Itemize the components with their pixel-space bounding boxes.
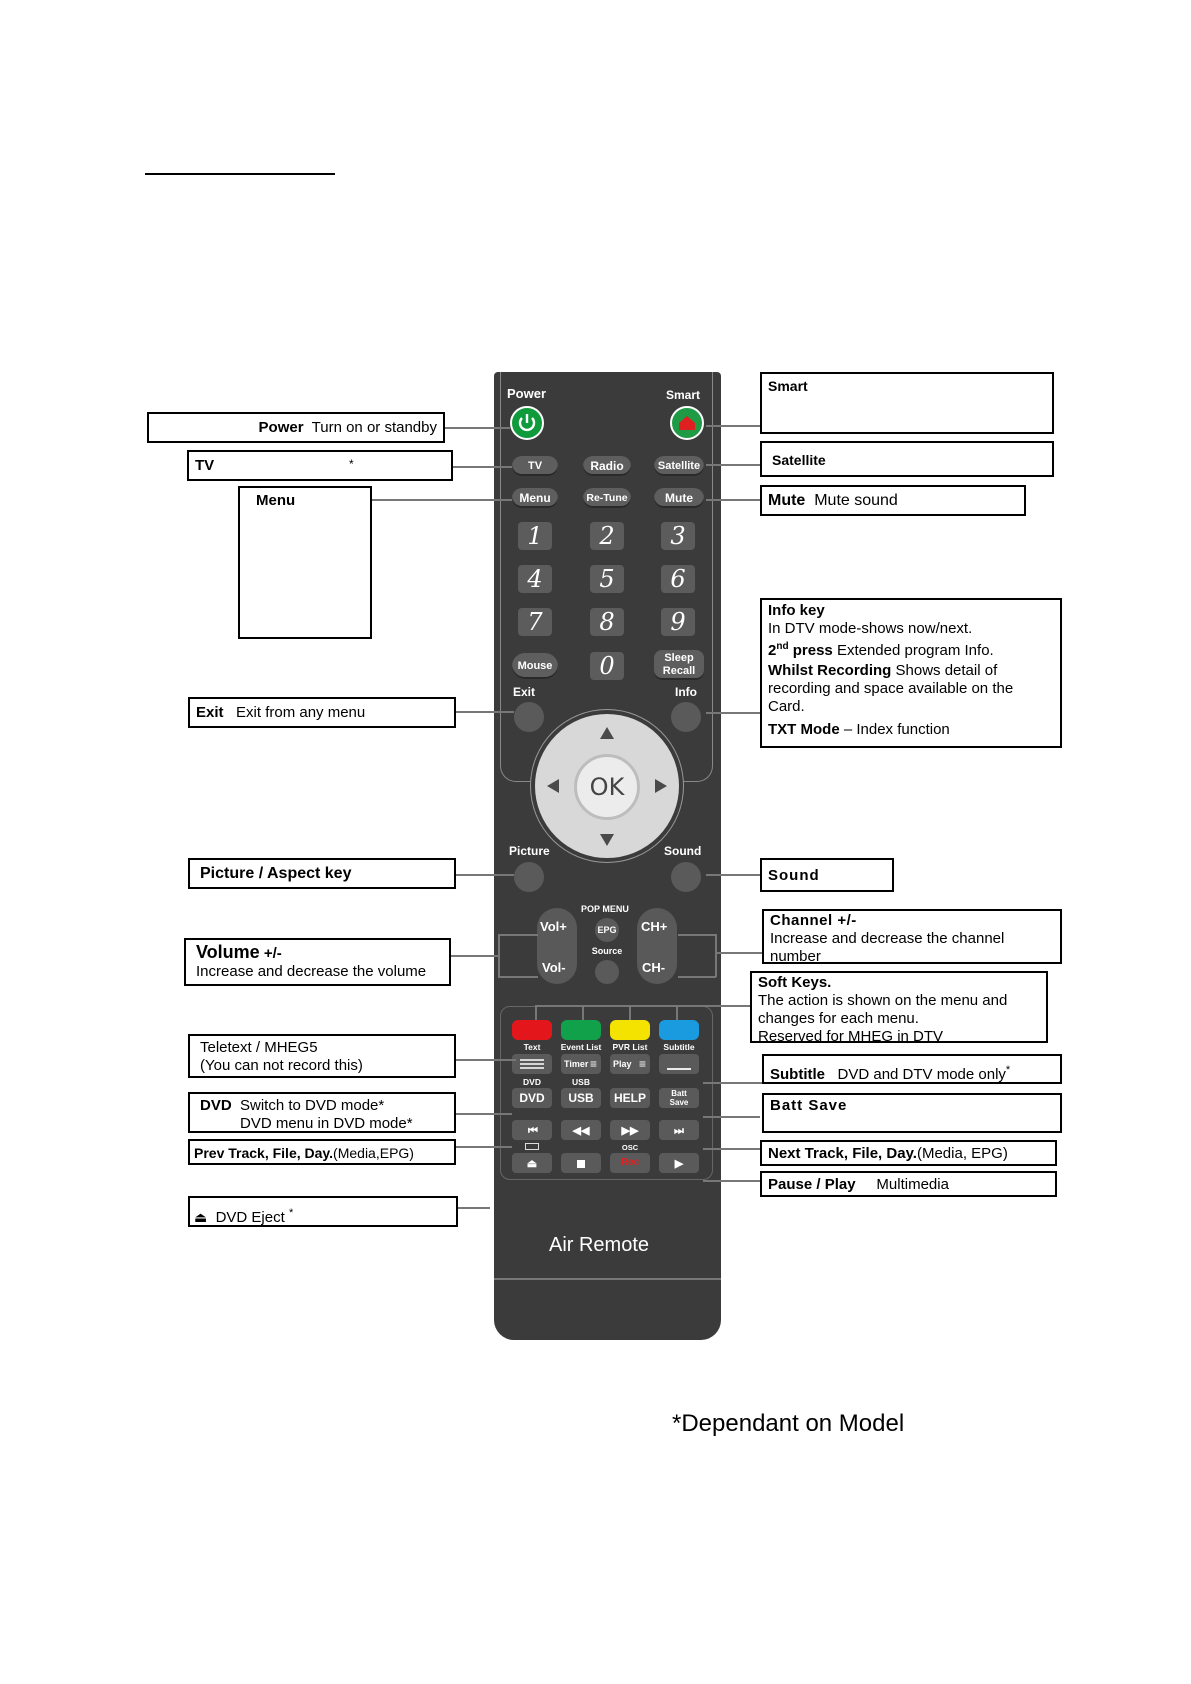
source-label: Source <box>591 946 623 956</box>
callout-subtitle <box>762 1054 1062 1084</box>
callout-eject <box>188 1196 458 1227</box>
dvd-button[interactable]: DVD <box>512 1088 552 1108</box>
leader-satellite <box>706 464 760 466</box>
mute-button[interactable]: Mute <box>654 488 704 508</box>
callout-volume-title: Volume <box>196 942 260 962</box>
callout-info-txt: TXT Mode <box>768 721 840 738</box>
green-button[interactable] <box>561 1020 601 1040</box>
callout-sound <box>760 858 894 892</box>
leader-softkeys-green <box>582 1005 584 1020</box>
callout-info-press: press <box>792 642 833 659</box>
callout-info-whilst: Whilst Recording <box>768 662 892 679</box>
batt-label: Batt <box>671 1089 687 1098</box>
callout-volume <box>184 938 451 986</box>
epg-label: EPG <box>597 925 617 935</box>
prev-track-button[interactable] <box>512 1120 552 1140</box>
remote-bottom-divider <box>494 1278 721 1280</box>
callout-info-txt-desc: – Index function <box>843 721 950 738</box>
fast-forward-icon: ▶▶ <box>621 1125 639 1137</box>
callout-info-2nd: 2 <box>768 642 777 659</box>
callout-batt-save <box>762 1093 1062 1133</box>
callout-power <box>147 412 445 443</box>
leader-subtitle <box>703 1082 763 1084</box>
callout-info-line1: In DTV mode-shows now/next. <box>768 620 973 637</box>
callout-dvd-title: DVD <box>200 1097 232 1114</box>
blue-button[interactable] <box>659 1020 699 1040</box>
callout-picture-title: Picture / Aspect key <box>200 865 352 882</box>
leader-power <box>445 427 510 429</box>
callout-pause-play <box>760 1171 1057 1197</box>
callout-tv <box>187 450 453 481</box>
eject-icon: ⏏ <box>194 1209 208 1225</box>
text-button[interactable] <box>512 1054 552 1074</box>
vol-minus-label: Vol- <box>542 960 566 975</box>
callout-picture <box>188 858 456 889</box>
up-arrow-icon[interactable] <box>600 727 614 739</box>
smart-button[interactable] <box>670 406 704 440</box>
callout-next-suffix: (Media, EPG) <box>916 1145 1008 1162</box>
leader-pause <box>703 1180 760 1182</box>
eject-icon: ⏏ <box>526 1158 538 1170</box>
power-label: Power <box>507 386 547 401</box>
sleep-label: Sleep <box>664 652 694 664</box>
callout-subtitle-star: * <box>1005 1064 1011 1076</box>
leader-batt <box>703 1116 760 1118</box>
callout-info-whilst-desc: Shows detail of <box>895 662 998 679</box>
callout-mute <box>760 485 1026 516</box>
callout-next-track <box>760 1140 1057 1166</box>
section-heading-underline <box>145 173 335 175</box>
help-button[interactable]: HELP <box>610 1088 650 1108</box>
ch-minus-label: CH- <box>642 960 666 975</box>
leader-channel <box>715 952 762 954</box>
usb-small-label: USB <box>572 1077 590 1087</box>
osc-label: OSC <box>621 1143 639 1152</box>
sleep-recall-button[interactable] <box>654 650 704 680</box>
next-track-button[interactable] <box>659 1120 699 1140</box>
callout-softkeys-line2: changes for each menu. <box>758 1010 919 1027</box>
callout-satellite-title: Satellite <box>772 452 826 468</box>
leader-volume-bottom <box>498 976 538 978</box>
callout-softkeys-line3: Reserved for MHEG in DTV <box>758 1028 944 1045</box>
digit-2-button[interactable]: 2 <box>590 522 624 550</box>
dvd-small-label: DVD <box>523 1077 541 1087</box>
callout-smart <box>760 372 1054 434</box>
callout-volume-pm: +/- <box>263 945 282 962</box>
rewind-icon: ◀◀ <box>572 1125 590 1137</box>
leader-dvd <box>454 1113 512 1115</box>
callout-info-line4: recording and space available on the <box>768 680 1014 697</box>
event-list-label: Event List <box>560 1042 602 1052</box>
teletext-lines-icon <box>512 1054 552 1074</box>
eject-button[interactable] <box>512 1153 552 1173</box>
home-icon <box>672 408 702 438</box>
callout-dvd-desc2: DVD menu in DVD mode* <box>240 1115 413 1132</box>
leader-channel-bracket <box>715 934 717 977</box>
digit-3-button[interactable]: 3 <box>661 522 695 550</box>
pvr-list-label: PVR List <box>612 1042 648 1052</box>
callout-info-line5: Card. <box>768 698 805 715</box>
remote-control-body <box>494 372 721 1340</box>
leader-softkeys-red <box>535 1005 537 1020</box>
leader-channel-top <box>678 934 716 936</box>
callout-channel-desc1: Increase and decrease the channel <box>770 930 1005 947</box>
play-pause-button[interactable] <box>659 1153 699 1173</box>
vol-plus-label: Vol+ <box>540 919 567 934</box>
exit-label: Exit <box>513 685 536 699</box>
callout-volume-desc: Increase and decrease the volume <box>196 963 427 980</box>
digit-6-button[interactable]: 6 <box>661 565 695 593</box>
leader-softkeys <box>535 1005 751 1007</box>
list-icon: ≡ <box>589 1057 597 1071</box>
digit-7-button[interactable]: 7 <box>518 608 552 636</box>
text-label: Text <box>523 1042 541 1052</box>
callout-eject-title: DVD Eject <box>215 1209 285 1226</box>
leader-eject <box>458 1207 490 1209</box>
callout-dvd <box>188 1092 456 1133</box>
leader-volume-top <box>498 934 538 936</box>
picture-label: Picture <box>509 844 550 858</box>
down-arrow-icon[interactable] <box>600 834 614 846</box>
callout-power-desc: Turn on or standby <box>311 419 437 436</box>
retune-button[interactable]: Re-Tune <box>583 488 631 508</box>
callout-prev-suffix: (Media,EPG) <box>333 1145 414 1161</box>
callout-info-nd: nd <box>776 641 789 652</box>
callout-info-press-desc: Extended program Info. <box>836 642 994 659</box>
skip-back-icon: ⏮ <box>528 1125 536 1137</box>
brand-label: Air Remote <box>548 1234 650 1256</box>
callout-prev-track <box>188 1139 456 1165</box>
fast-forward-button[interactable] <box>610 1120 650 1140</box>
callout-tv-star: * <box>349 457 354 471</box>
red-button[interactable] <box>512 1020 552 1040</box>
menu-button[interactable]: Menu <box>512 488 558 508</box>
leader-softkeys-blue <box>676 1005 678 1020</box>
info-button[interactable] <box>671 702 701 732</box>
leader-channel-bottom <box>678 976 716 978</box>
callout-tv-title: TV <box>195 457 215 474</box>
callout-sound-title: Sound <box>768 867 820 884</box>
satellite-button[interactable]: Satellite <box>654 456 704 476</box>
leader-info <box>706 712 760 714</box>
callout-batt-title: Batt Save <box>770 1097 848 1114</box>
leader-sound <box>706 874 760 876</box>
record-button[interactable]: Rec <box>610 1153 650 1173</box>
batt-save-button[interactable] <box>659 1088 699 1108</box>
callout-dvd-desc1: Switch to DVD mode* <box>240 1097 385 1114</box>
leader-exit <box>454 711 514 713</box>
stop-icon <box>577 1160 585 1168</box>
callout-mute-title: Mute <box>768 492 806 509</box>
play-label: Play <box>613 1059 632 1069</box>
callout-next-title: Next Track, File, Day. <box>768 1145 917 1162</box>
usb-button[interactable]: USB <box>561 1088 601 1108</box>
play-list-button[interactable] <box>610 1054 650 1074</box>
subtitle-button[interactable] <box>659 1054 699 1074</box>
tv-button[interactable]: TV <box>512 456 558 476</box>
callout-subtitle-title: Subtitle <box>770 1066 825 1083</box>
leader-softkeys-yellow <box>629 1005 631 1020</box>
play-icon: ▶ <box>674 1158 684 1170</box>
callout-channel-desc2: number <box>770 948 821 965</box>
list-icon: ≡ <box>638 1057 646 1071</box>
info-label: Info <box>675 685 697 699</box>
callout-eject-star: * <box>288 1207 294 1219</box>
keyboard-icon <box>525 1143 539 1150</box>
source-button[interactable] <box>595 960 619 984</box>
save-label: Save <box>669 1098 689 1107</box>
exit-button[interactable] <box>514 702 544 732</box>
callout-mute-desc: Mute sound <box>814 492 898 509</box>
digit-9-button[interactable]: 9 <box>661 608 695 636</box>
footnote: *Dependant on Model <box>672 1410 905 1437</box>
callout-menu-title: Menu <box>256 492 296 509</box>
skip-forward-icon: ⏭ <box>674 1125 684 1137</box>
rewind-button[interactable] <box>561 1120 601 1140</box>
leader-volume <box>448 955 498 957</box>
timer-label: Timer <box>564 1059 589 1069</box>
digit-5-button[interactable]: 5 <box>590 565 624 593</box>
digit-1-button[interactable]: 1 <box>518 522 552 550</box>
callout-power-title: Power <box>258 419 304 436</box>
leader-mute <box>706 499 760 501</box>
callout-subtitle-desc: DVD and DTV mode only <box>837 1066 1006 1083</box>
callout-pause-desc: Multimedia <box>876 1176 949 1193</box>
smart-label: Smart <box>666 388 701 402</box>
digit-4-button[interactable]: 4 <box>518 565 552 593</box>
callout-satellite <box>760 441 1054 477</box>
right-arrow-icon[interactable] <box>655 779 667 793</box>
recall-label: Recall <box>662 665 696 677</box>
leader-volume-bracket <box>498 934 500 977</box>
ch-plus-label: CH+ <box>641 919 668 934</box>
callout-teletext-line2: (You can not record this) <box>200 1057 363 1074</box>
digit-8-button[interactable]: 8 <box>590 608 624 636</box>
leader-teletext <box>454 1059 516 1061</box>
ok-button[interactable]: OK <box>574 754 640 820</box>
callout-menu <box>238 486 372 639</box>
callout-channel-title: Channel +/- <box>770 912 857 929</box>
leader-prev <box>454 1146 512 1148</box>
subtitle-label: Subtitle <box>663 1042 695 1052</box>
callout-softkeys <box>750 971 1048 1043</box>
callout-info-title: Info key <box>768 602 825 619</box>
leader-tv <box>452 466 512 468</box>
leader-picture <box>454 874 514 876</box>
callout-info <box>760 598 1062 748</box>
callout-exit-desc: Exit from any menu <box>236 704 366 721</box>
stop-button[interactable] <box>561 1153 601 1173</box>
power-icon <box>512 408 542 438</box>
callout-teletext-line1: Teletext / MHEG5 <box>200 1039 318 1056</box>
digit-0-button[interactable]: 0 <box>590 652 624 680</box>
callout-teletext <box>188 1034 456 1078</box>
sound-button[interactable] <box>671 862 701 892</box>
radio-button[interactable]: Radio <box>583 456 631 476</box>
leader-next <box>703 1148 760 1150</box>
callout-exit-title: Exit <box>196 704 224 721</box>
callout-channel <box>762 909 1062 964</box>
sound-label: Sound <box>664 844 702 858</box>
leader-smart <box>706 425 760 427</box>
leader-menu <box>371 499 512 501</box>
callout-softkeys-title: Soft Keys. <box>758 974 832 991</box>
callout-exit <box>188 697 456 728</box>
callout-softkeys-line1: The action is shown on the menu and <box>758 992 1008 1009</box>
mouse-button[interactable]: Mouse <box>512 653 558 679</box>
power-button[interactable] <box>510 406 544 440</box>
callout-smart-title: Smart <box>768 378 808 394</box>
left-arrow-icon[interactable] <box>547 779 559 793</box>
subtitle-bar-icon <box>659 1054 699 1074</box>
timer-button[interactable] <box>561 1054 601 1074</box>
yellow-button[interactable] <box>610 1020 650 1040</box>
picture-button[interactable] <box>514 862 544 892</box>
callout-prev-title: Prev Track, File, Day. <box>194 1145 334 1161</box>
callout-pause-title: Pause / Play <box>768 1176 856 1193</box>
pop-menu-label: POP MENU <box>581 904 629 914</box>
